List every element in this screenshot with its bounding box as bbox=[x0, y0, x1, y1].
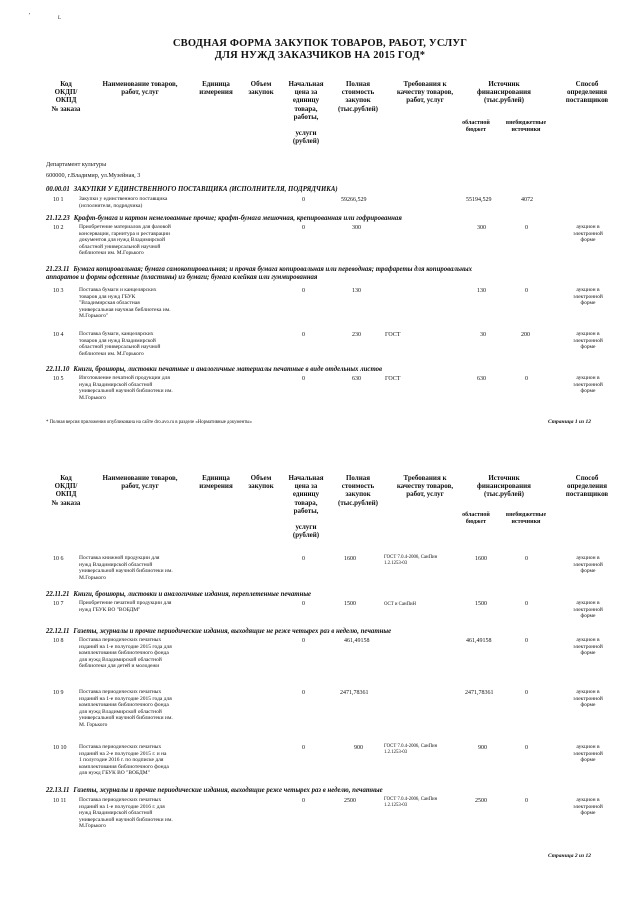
row-name: Приобретение печатной продукции для нужд ГБУК ВО "ВОБДМ" bbox=[79, 600, 172, 613]
row-total: 59266,529 bbox=[341, 197, 367, 203]
header-name: Наименование товаров, работ, услуг bbox=[102, 80, 178, 97]
row-price: 0 bbox=[302, 745, 305, 751]
row-total: 230 bbox=[352, 332, 361, 338]
header-source-extra: внебюджетные источники bbox=[505, 512, 547, 525]
row-name: Приобретение материалов для фазовой консервации, гарнитура и реставрации документов для нужд Владимирской областной универсальной научной библиотеки им. М.Горького bbox=[79, 224, 171, 257]
row-price: 0 bbox=[302, 376, 305, 382]
header-code: Код ОКДП/ ОКПД № заказа bbox=[51, 80, 81, 113]
row-extra: 0 bbox=[525, 638, 528, 644]
header-unit: Единица измерения bbox=[199, 80, 233, 97]
document-title-line-2: ДЛЯ НУЖД ЗАКАЗЧИКОВ НА 2015 ГОД* bbox=[214, 50, 426, 61]
row-price: 0 bbox=[302, 556, 305, 562]
row-extra: 0 bbox=[525, 288, 528, 294]
row-requirements: ГОСТ bbox=[385, 332, 401, 338]
row-price: 0 bbox=[302, 798, 305, 804]
row-name: Поставка периодических печатных изданий на 1-е полугодие 2015 года для комплектования библиотечного фонда для нужд Владимирской областной библиотеки для детей и молодежи bbox=[79, 637, 172, 670]
row-number: 10 4 bbox=[53, 332, 64, 338]
document-title-line-1: СВОДНАЯ ФОРМА ЗАКУПОК ТОВАРОВ, РАБОТ, УСЛУГ bbox=[172, 38, 468, 49]
row-total: 1500 bbox=[344, 601, 356, 607]
department-name: Департамент культуры bbox=[46, 161, 107, 168]
page-number-1: Страница 1 из 12 bbox=[548, 419, 592, 425]
row-number: 10 6 bbox=[53, 556, 64, 562]
row-total: 130 bbox=[352, 288, 361, 294]
header-source-regional: областной бюджет bbox=[462, 512, 490, 525]
row-regional: 461,49158 bbox=[466, 638, 492, 644]
row-extra: 0 bbox=[525, 556, 528, 562]
header-unit: Единица измерения bbox=[199, 474, 233, 491]
row-total: 900 bbox=[354, 745, 363, 751]
row-name: Изготовление печатной продукции для нужд Владимирской областной универсальной научной библиотеки им. М.Горького bbox=[79, 375, 173, 401]
row-method: аукцион в электронной форме bbox=[573, 287, 603, 307]
row-requirements: ГОСТ 7.0.4-2006, СанПин 1.2.1253-03 bbox=[384, 555, 438, 566]
row-number: 10 1 bbox=[53, 197, 64, 203]
row-method: аукцион в электронной форме bbox=[573, 797, 603, 817]
row-extra: 200 bbox=[521, 332, 530, 338]
header-code: Код ОКДП/ ОКПД № заказа bbox=[51, 474, 81, 507]
header-volume: Объем закупок bbox=[248, 474, 274, 491]
row-method: аукцион в электронной форме bbox=[573, 375, 603, 395]
row-name: Поставка периодических печатных изданий на 1-е полугодие 2015 года для комплектования библиотечного фонда для нужд Владимирской областной универсальной научной библиотеки им. М. Горького bbox=[79, 689, 173, 728]
row-name: Поставка периодических печатных изданий на 2-е полугодие 2015 г. и на 1 полугодие 2016 г. по подписке для комплектования библиотечного фонда для нужд ГБУК ВО "ВОБДМ" bbox=[79, 744, 169, 777]
row-total: 461,49158 bbox=[344, 638, 370, 644]
row-extra: 0 bbox=[525, 225, 528, 231]
row-extra: 0 bbox=[525, 798, 528, 804]
row-name: Закупки у единственного поставщика (исполнителя, подрядчика) bbox=[79, 196, 168, 209]
row-regional: 55194,529 bbox=[466, 197, 492, 203]
page-number-2: Страница 2 из 12 bbox=[548, 853, 592, 859]
row-extra: 4072 bbox=[521, 197, 533, 203]
header-source-regional: областной бюджет bbox=[462, 120, 490, 133]
row-requirements: ОСТ и СанПиН bbox=[384, 602, 417, 607]
header-method: Способ определения поставщиков bbox=[565, 474, 609, 499]
row-total: 300 bbox=[352, 225, 361, 231]
header-volume: Объем закупок bbox=[248, 80, 274, 97]
department-address: 600000, г.Владимир, ул.Музейная, 3 bbox=[46, 172, 141, 179]
row-total: 2471,78361 bbox=[340, 690, 369, 696]
header-total: Полная стоимость закупок (тыс.рублей) bbox=[337, 474, 379, 507]
row-regional: 300 bbox=[477, 225, 486, 231]
row-price: 0 bbox=[302, 690, 305, 696]
header-source-extra: внебюджетные источники bbox=[505, 120, 547, 133]
footnote: * Полная версия приложения опубликована на сайте dro.avo.ru в разделе «Нормативные документы» bbox=[46, 420, 252, 425]
row-method: аукцион в электронной форме bbox=[573, 744, 603, 764]
row-price: 0 bbox=[302, 601, 305, 607]
row-regional: 630 bbox=[477, 376, 486, 382]
row-name: Поставка бумаги и канцелярских товаров для нужд ГБУК "Владимирская областная универсальная научная библиотека им. М.Горького" bbox=[79, 287, 171, 320]
row-number: 10 8 bbox=[53, 638, 64, 644]
header-requirements: Требования к качеству товаров, работ, услуг bbox=[396, 474, 454, 499]
row-name: Поставка бумаги, канцелярских товаров для нужд Владимирской областной универсальной научной библиотеки им. М.Горького bbox=[79, 331, 161, 357]
header-price: Начальная цена за единицу товара, работы, услуги (рублей) bbox=[288, 474, 324, 540]
row-regional: 900 bbox=[478, 745, 487, 751]
row-method: аукцион в электронной форме bbox=[573, 637, 603, 657]
row-regional: 130 bbox=[477, 288, 486, 294]
header-method: Способ определения поставщиков bbox=[565, 80, 609, 105]
row-total: 630 bbox=[352, 376, 361, 382]
row-price: 0 bbox=[302, 332, 305, 338]
group-heading: 22.11.10 Книги, брошюры, листовки печатные и аналогичные материалы печатные в виде отдельных листов bbox=[46, 366, 383, 373]
row-number: 10 3 bbox=[53, 288, 64, 294]
header-total: Полная стоимость закупок (тыс.рублей) bbox=[337, 80, 379, 113]
row-price: 0 bbox=[302, 197, 305, 203]
row-price: 0 bbox=[302, 638, 305, 644]
row-number: 10 10 bbox=[53, 745, 67, 751]
group-heading: 22.12.11 Газеты, журналы и прочие периодические издания, выходящие не реже четырех раз в неделю, печатные bbox=[46, 628, 392, 635]
row-number: 10 5 bbox=[53, 376, 64, 382]
row-number: 10 2 bbox=[53, 225, 64, 231]
row-price: 0 bbox=[302, 288, 305, 294]
row-name: Поставка книжной продукции для нужд Владимирской областной универсальной научной библиотеки им. М.Горького bbox=[79, 555, 173, 581]
row-total: 1600 bbox=[344, 556, 356, 562]
corner-mark-right: L bbox=[58, 16, 62, 21]
row-requirements: ГОСТ bbox=[385, 376, 401, 382]
header-name: Наименование товаров, работ, услуг bbox=[102, 474, 178, 491]
group-heading: 00.00.01 ЗАКУПКИ У ЕДИНСТВЕННОГО ПОСТАВЩИКА (ИСПОЛНИТЕЛЯ, ПОДРЯДЧИКА) bbox=[46, 186, 338, 193]
row-method: аукцион в электронной форме bbox=[573, 331, 603, 351]
corner-mark-left: ' bbox=[29, 12, 31, 19]
header-source: Источник финансирования (тыс.рублей) bbox=[477, 80, 531, 105]
row-price: 0 bbox=[302, 225, 305, 231]
row-requirements: ГОСТ 7.0.4-2006, СанПин 1.2.1253-03 bbox=[384, 797, 438, 808]
row-regional: 1500 bbox=[475, 601, 487, 607]
header-requirements: Требования к качеству товаров, работ, услуг bbox=[396, 80, 454, 105]
row-regional: 30 bbox=[480, 332, 486, 338]
row-method: аукцион в электронной форме bbox=[573, 689, 603, 709]
row-number: 10 9 bbox=[53, 690, 64, 696]
row-total: 2500 bbox=[344, 798, 356, 804]
row-method: аукцион в электронной форме bbox=[573, 224, 603, 244]
row-method: аукцион в электронной форме bbox=[573, 600, 603, 620]
row-regional: 1600 bbox=[475, 556, 487, 562]
group-heading: 22.13.11 Газеты, журналы и прочие периодические издания, выходящие реже четырех раз в неделю, печатные bbox=[46, 787, 383, 794]
row-extra: 0 bbox=[525, 690, 528, 696]
row-regional: 2471,78361 bbox=[465, 690, 494, 696]
row-extra: 0 bbox=[525, 601, 528, 607]
row-method: аукцион в электронной форме bbox=[573, 555, 603, 575]
row-extra: 0 bbox=[525, 376, 528, 382]
row-number: 10 7 bbox=[53, 601, 64, 607]
group-heading: 22.11.21 Книги, брошюры, листовки и аналогичные издания, переплетенные печатные bbox=[46, 591, 312, 598]
header-price: Начальная цена за единицу товара, работы, услуги (рублей) bbox=[288, 80, 324, 146]
group-heading: 21.12.23 Крафт-бумага и картон немелованные прочие; крафт-бумага мешочная, крепированная или гофрированная bbox=[46, 215, 402, 222]
row-regional: 2500 bbox=[475, 798, 487, 804]
group-heading: 21.23.11 Бумага копировальная; бумага самокопировальная; и прочая бумага копировальная или переводная; трафареты для копировальных аппаратов и формы офсетные (пластины) из бумаги; бумага клейкая или гуммированная bbox=[46, 266, 473, 281]
row-extra: 0 bbox=[525, 745, 528, 751]
row-name: Поставка периодических печатных изданий на 1-е полугодие 2016 г. для нужд Владимирской областной универсальной научной библиотеки им. М.Горького bbox=[79, 797, 173, 830]
row-number: 10 11 bbox=[53, 798, 67, 804]
header-source: Источник финансирования (тыс.рублей) bbox=[477, 474, 531, 499]
row-requirements: ГОСТ 7.0.4-2006, СанПин 1.2.1253-03 bbox=[384, 744, 438, 755]
